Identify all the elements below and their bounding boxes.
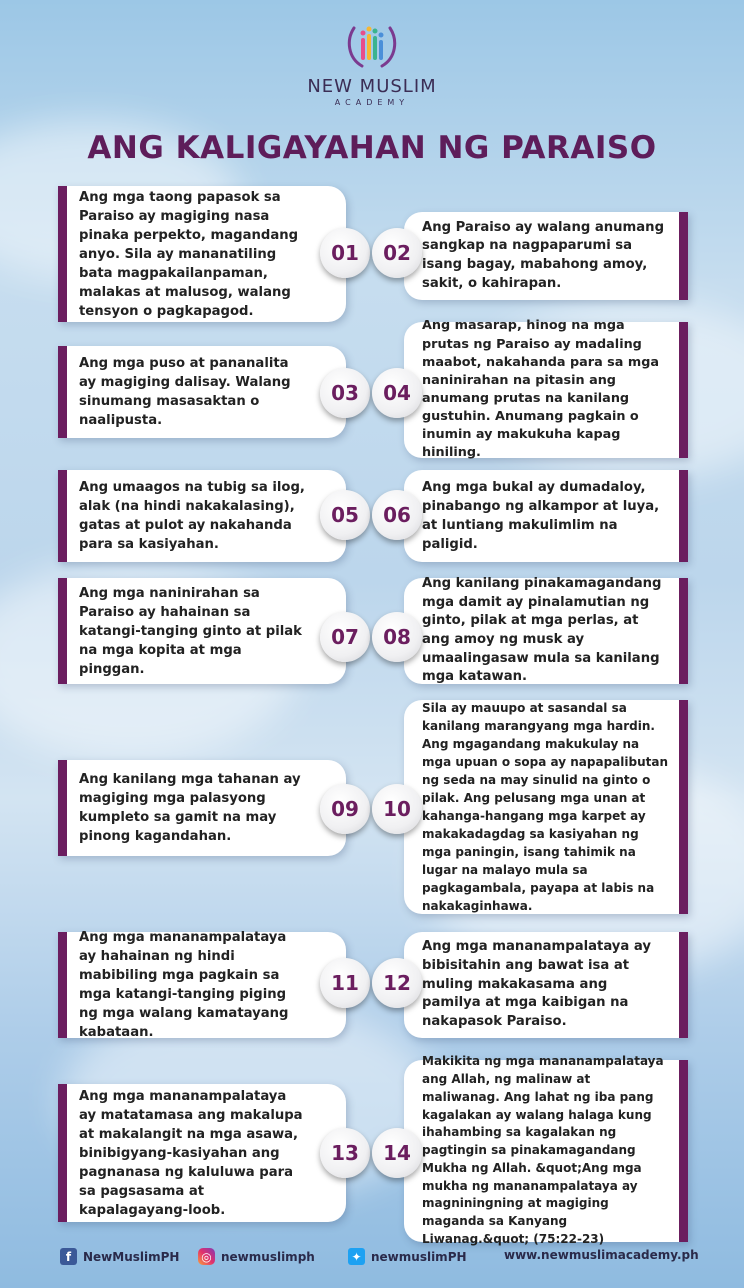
benefit-card-03	[58, 346, 346, 438]
benefit-text: Ang mga bukal ay dumadaloy, pinabango ng alkampor at luya, at luntiang makulimlim na paligid.	[422, 480, 660, 552]
benefit-card-12	[404, 932, 688, 1038]
number-badge-07: 07	[320, 612, 370, 662]
number-badge-10: 10	[372, 784, 422, 834]
benefit-text: Ang kanilang mga tahanan ay magiging mga palasyong kumpleto sa gamit na may pinong kagandahan.	[79, 772, 301, 844]
number-badge-12: 12	[372, 958, 422, 1008]
benefit-text: Ang Paraiso ay walang anumang sangkap na nagpaparumi sa isang bagay, mabahong amoy, sakit, o kahirapan.	[422, 219, 665, 291]
logo-icon	[344, 22, 400, 70]
number-badge-14: 14	[372, 1128, 422, 1178]
benefit-text: Makikita ng mga mananampalataya ang Allah, ng malinaw at maliwanag. Ang lahat ng iba pang kagalakan ay walang halaga kung ihahambing sa kagalakan ng pagtingin sa pinakamagandang Mukha ng Allah. &quot;Ang mga mukha ng mananampalataya ay magniningning at magiging maganda sa Kanyang Liwanag.&quot; (75:22-23)	[422, 1054, 664, 1246]
number-badge-09: 09	[320, 784, 370, 834]
website-link[interactable]	[504, 1248, 699, 1262]
benefit-card-11	[58, 932, 346, 1038]
benefit-card-14	[404, 1054, 688, 1246]
benefit-text: Ang umaagos na tubig sa ilog, alak (na hindi nakakalasing), gatas at pulot ay nakahanda para sa kasiyahan.	[79, 480, 305, 552]
benefit-text: Ang mga mananampalataya ay matatamasa ang makalupa at makalangit na mga asawa, binibigyang-kasiyahan ang pagnanasa ng kaluluwa para sa pagsasama at kapalagayang-loob.	[79, 1088, 303, 1218]
number-badge-06: 06	[372, 490, 422, 540]
benefit-card-08	[404, 575, 688, 685]
header	[0, 0, 744, 180]
benefit-card-10	[404, 700, 688, 914]
benefit-card-01	[58, 186, 346, 322]
page-title: ANG KALIGAYAHAN NG PARAISO	[87, 130, 657, 166]
number-badge-05: 05	[320, 490, 370, 540]
benefit-card-09	[58, 760, 346, 856]
number-badge-02: 02	[372, 228, 422, 278]
website-url: www.newmuslimacademy.ph	[504, 1248, 699, 1262]
twitter-link[interactable]	[348, 1248, 467, 1265]
number-badge-11: 11	[320, 958, 370, 1008]
benefit-card-02	[404, 212, 688, 300]
benefit-card-04	[404, 318, 688, 461]
benefit-card-05	[58, 470, 346, 562]
number-badge-08: 08	[372, 612, 422, 662]
twitter-icon: ✦	[348, 1248, 365, 1265]
benefit-text: Ang mga naninirahan sa Paraiso ay hahainan sa katangi-tanging ginto at pilak na mga kopita at mga pinggan.	[79, 585, 302, 677]
benefit-card-13	[58, 1084, 346, 1222]
benefit-text: Sila ay mauupo at sasandal sa kanilang marangyang mga hardin. Ang mgagandang makukulay na mga upuan o sopa ay napapalibutan ng seda na may sinulid na ginto o pilak. Ang pelusang mga unan at kahanga-hangang mga karpet ay makakadagdag sa kasiyahan ng mga paningin, isang tahimik na lugar na malayo mula sa pagkagambala, payapa at labis na nakakaginhawa.	[422, 701, 669, 913]
footer	[0, 1240, 744, 1272]
facebook-link[interactable]	[60, 1248, 179, 1265]
facebook-handle: NewMuslimPH	[83, 1249, 180, 1264]
benefit-text: Ang masarap, hinog na mga prutas ng Paraiso ay madaling maabot, nakahanda para sa mga naninirahan na pitasin ang anumang prutas na kanilang gustuhin. Anumang pagkain o inumin ay makukuha kapag hiniling.	[422, 318, 660, 461]
benefit-text: Ang kanilang pinakamagandang mga damit ay pinalamutian ng ginto, pilak at mga perlas, at ang amoy ng musk ay umaalingasaw mula sa kanilang mga katawan.	[422, 575, 662, 685]
instagram-link[interactable]	[198, 1248, 315, 1265]
brand-subtitle: ACADEMY	[334, 98, 410, 107]
number-badge-04: 04	[372, 368, 422, 418]
benefit-text: Ang mga mananampalataya ay bibisitahin ang bawat isa at muling makakasama ang pamilya at mga kaibigan na nakapasok Paraiso.	[422, 939, 651, 1030]
number-badge-03: 03	[320, 368, 370, 418]
benefit-card-07	[58, 578, 346, 684]
benefit-text: Ang mga taong papasok sa Paraiso ay magiging nasa pinaka perpekto, magandang anyo. Sila ay mananatiling bata magpakailanpaman, malakas at malusog, walang tensyon o pagkapagod.	[79, 189, 299, 319]
brand-name: NEW MUSLIM	[307, 76, 437, 97]
instagram-icon: ◎	[198, 1248, 215, 1265]
facebook-icon: f	[60, 1248, 77, 1265]
twitter-handle: newmuslimPH	[371, 1249, 467, 1264]
benefit-text: Ang mga mananampalataya ay hahainan ng hindi mabibiling mga pagkain sa mga katangi-tanging piging ng mga walang kamatayang kabataan.	[79, 930, 289, 1040]
number-badge-01: 01	[320, 228, 370, 278]
instagram-handle: newmuslimph	[221, 1249, 315, 1264]
benefit-text: Ang mga puso at pananalita ay magiging dalisay. Walang sinumang masasaktan o naalipusta.	[79, 356, 291, 428]
benefit-card-06	[404, 470, 688, 562]
number-badge-13: 13	[320, 1128, 370, 1178]
